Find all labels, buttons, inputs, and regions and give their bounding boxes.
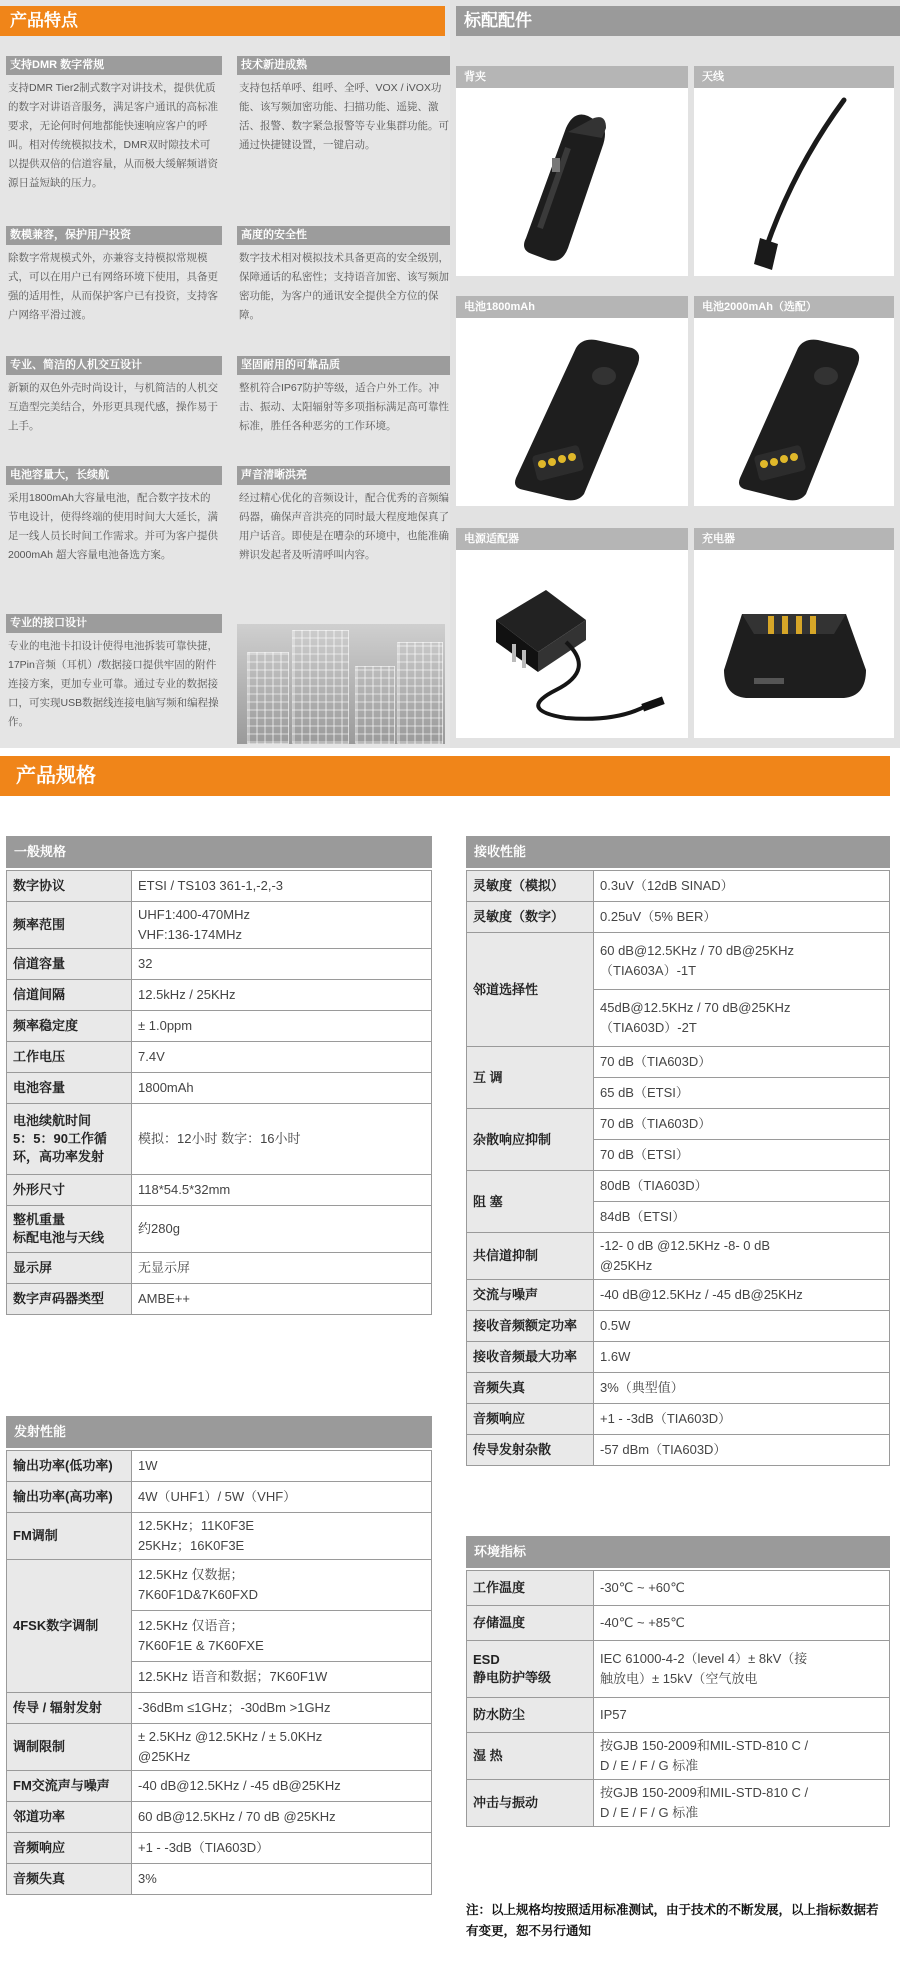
spec-value: -40℃ ~ +85℃ xyxy=(594,1606,890,1641)
spec-label xyxy=(7,1175,132,1206)
accessory-card: 电源适配器 xyxy=(456,528,688,738)
spec-value: 118*54.5*32mm xyxy=(132,1175,432,1206)
spec-label-line: 邻道选择性 xyxy=(473,981,539,997)
accessories-header: 标配配件 xyxy=(456,6,900,36)
spec-label xyxy=(467,1606,594,1641)
spec-row xyxy=(7,1513,432,1560)
spec-value: 0.5W xyxy=(594,1311,890,1342)
spec-value: -12- 0 dB @12.5KHz -8- 0 dB @25KHz xyxy=(594,1233,890,1280)
receive-specs-table xyxy=(466,870,890,1466)
accessory-card: 电池1800mAh xyxy=(456,296,688,506)
spec-label-line: 显示屏 xyxy=(13,1260,53,1275)
spec-row xyxy=(7,1011,432,1042)
spec-row xyxy=(7,980,432,1011)
spec-label xyxy=(467,1404,594,1435)
spec-value: 32 xyxy=(132,949,432,980)
spec-label-line: 湿 热 xyxy=(473,1748,503,1763)
spec-row xyxy=(467,902,890,933)
spec-value: +1 - -3dB（TIA603D） xyxy=(132,1833,432,1864)
spec-row xyxy=(467,1047,890,1078)
spec-row xyxy=(7,1724,432,1771)
spec-row xyxy=(467,1280,890,1311)
spec-value: 0.25uV（5% BER） xyxy=(594,902,890,933)
feature-item: 电池容量大，长续航 采用1800mAh大容量电池，配合数字技术的节电设计，使得终端的使用时间大大延长，满足一线人员长时间工作需求。并可为客户提供2000mAh 超大容量电池备选方案。 xyxy=(6,466,222,565)
spec-label xyxy=(467,1280,594,1311)
spec-label-line: 5：5：90工作循 xyxy=(13,1131,107,1146)
spec-label xyxy=(467,1311,594,1342)
spec-label-line: 接收音频最大功率 xyxy=(473,1349,578,1364)
antenna-icon xyxy=(694,88,894,281)
spec-value: ± 2.5KHz @12.5KHz / ± 5.0KHz @25KHz xyxy=(132,1724,432,1771)
accessory-card: 充电器 xyxy=(694,528,894,738)
spec-label-line: 灵敏度（模拟） xyxy=(473,878,565,893)
spec-label xyxy=(7,1206,132,1253)
spec-label xyxy=(7,1253,132,1284)
environment-specs-title: 环境指标 xyxy=(466,1536,890,1568)
spec-row xyxy=(467,1342,890,1373)
belt-clip-icon xyxy=(456,88,688,281)
spec-row xyxy=(467,1606,890,1641)
transmit-specs-title: 发射性能 xyxy=(6,1416,432,1448)
spec-label-line: 输出功率(高功率) xyxy=(13,1489,113,1504)
spec-row xyxy=(7,1073,432,1104)
spec-label xyxy=(7,1451,132,1482)
spec-value: 无显示屏 xyxy=(132,1253,432,1284)
spec-label xyxy=(7,1042,132,1073)
spec-label xyxy=(7,1864,132,1895)
spec-label-line: 音频失真 xyxy=(473,1380,526,1395)
feature-item: 技术新进成熟 支持包括单呼、组呼、全呼、VOX / iVOX功能、该写频加密功能、扫描功能、遥毙、激活、报警、数字紧急报警等专业集群功能。可通过快捷键设置，一键启动。 xyxy=(237,56,453,155)
spec-row xyxy=(7,1482,432,1513)
accessory-card: 电池2000mAh（选配） xyxy=(694,296,894,506)
spec-value: 4W（UHF1）/ 5W（VHF） xyxy=(132,1482,432,1513)
spec-label-line: 存储温度 xyxy=(473,1615,526,1630)
spec-value: 1800mAh xyxy=(132,1073,432,1104)
spec-label-line: 杂散响应抑制 xyxy=(473,1131,552,1147)
spec-label xyxy=(7,871,132,902)
spec-label-line: 静电防护等级 xyxy=(473,1670,552,1685)
spec-label xyxy=(467,933,594,1047)
spec-row xyxy=(7,1104,432,1175)
spec-label xyxy=(467,1373,594,1404)
spec-label-line: 音频响应 xyxy=(473,1411,526,1426)
spec-value: -36dBm ≤1GHz；-30dBm >1GHz xyxy=(132,1693,432,1724)
spec-label-line: 冲击与振动 xyxy=(473,1795,539,1810)
spec-value: 12.5KHz 语音和数据；7K60F1W xyxy=(132,1662,432,1693)
spec-value: ETSI / TS103 361-1,-2,-3 xyxy=(132,871,432,902)
spec-label-line: 灵敏度（数字） xyxy=(473,909,565,924)
accessory-card: 天线 xyxy=(694,66,894,276)
spec-label-line: 标配电池与天线 xyxy=(13,1230,105,1245)
spec-row xyxy=(467,1698,890,1733)
spec-label-line: 整机重量 xyxy=(13,1212,66,1227)
spec-label-line: 工作电压 xyxy=(13,1049,66,1064)
spec-value: 按GJB 150-2009和MIL-STD-810 C / D / E / F / G 标准 xyxy=(594,1733,890,1780)
spec-label-line: 音频响应 xyxy=(13,1840,66,1855)
spec-label-line: 阻 塞 xyxy=(473,1193,503,1209)
spec-label xyxy=(467,1233,594,1280)
spec-label xyxy=(7,980,132,1011)
spec-label xyxy=(467,1047,594,1109)
specs-header: 产品规格 xyxy=(0,756,890,796)
spec-label-line: FM调制 xyxy=(13,1528,58,1543)
spec-label xyxy=(7,1104,132,1175)
spec-value: 45dB@12.5KHz / 70 dB@25KHz （TIA603D）-2T xyxy=(594,990,890,1047)
spec-label xyxy=(467,1641,594,1698)
spec-row xyxy=(7,1253,432,1284)
spec-row xyxy=(7,1833,432,1864)
spec-value: 70 dB（ETSI） xyxy=(594,1140,890,1171)
spec-label xyxy=(467,1109,594,1171)
battery-icon xyxy=(456,318,688,511)
accessory-card: 背夹 xyxy=(456,66,688,276)
spec-label-line: 共信道抑制 xyxy=(473,1248,539,1263)
spec-label xyxy=(467,1435,594,1466)
spec-label-line: 音频失真 xyxy=(13,1871,66,1886)
spec-row xyxy=(7,1451,432,1482)
feature-item: 数模兼容，保护用户投资 除数字常规模式外，亦兼容支持模拟常规模式，可以在用户已有网络环境下使用，具备更强的适用性，从而保护客户已有投资，支持客户网络平滑过渡。 xyxy=(6,226,222,325)
spec-value: 约280g xyxy=(132,1206,432,1253)
spec-value: 3%（典型值） xyxy=(594,1373,890,1404)
features-header: 产品特点 xyxy=(0,6,445,36)
spec-value: 70 dB（TIA603D） xyxy=(594,1047,890,1078)
feature-item: 声音清晰洪亮 经过精心优化的音频设计，配合优秀的音频编码器，确保声音洪亮的同时最大程度地保真了用户话音。即使是在嘈杂的环境中，也能准确辨识发起者及听清呼叫内容。 xyxy=(237,466,453,565)
feature-item: 专业、简洁的人机交互设计 新颖的双色外壳时尚设计，与机简洁的人机交互造型完美结合，外形更具现代感，操作易于上手。 xyxy=(6,356,222,436)
spec-label xyxy=(467,1171,594,1233)
spec-label-line: 外形尺寸 xyxy=(13,1182,66,1197)
spec-label-line: 交流与噪声 xyxy=(473,1287,539,1302)
spec-label-line: 数字协议 xyxy=(13,878,66,893)
spec-row xyxy=(467,1733,890,1780)
spec-label-line: 调制限制 xyxy=(13,1739,66,1754)
spec-value: 12.5KHz；11K0F3E 25KHz；16K0F3E xyxy=(132,1513,432,1560)
spec-value: 3% xyxy=(132,1864,432,1895)
spec-label xyxy=(7,1073,132,1104)
power-adapter-icon xyxy=(456,550,688,743)
building-photo xyxy=(237,624,445,744)
spec-row xyxy=(7,1864,432,1895)
spec-row xyxy=(7,949,432,980)
spec-label-line: FM交流声与噪声 xyxy=(13,1778,110,1793)
spec-row xyxy=(467,1404,890,1435)
spec-value: 7.4V xyxy=(132,1042,432,1073)
spec-label-line: 传导 / 辐射发射 xyxy=(13,1700,102,1715)
spec-row xyxy=(467,1233,890,1280)
spec-value: 70 dB（TIA603D） xyxy=(594,1109,890,1140)
spec-value: IP57 xyxy=(594,1698,890,1733)
spec-value: 60 dB@12.5KHz / 70 dB @25KHz xyxy=(132,1802,432,1833)
charger-icon xyxy=(694,550,894,743)
spec-label xyxy=(7,1513,132,1560)
spec-row xyxy=(7,1560,432,1611)
spec-value: ± 1.0ppm xyxy=(132,1011,432,1042)
spec-value: 65 dB（ETSI） xyxy=(594,1078,890,1109)
spec-label xyxy=(7,1284,132,1315)
spec-value: 12.5KHz 仅语音； 7K60F1E & 7K60FXE xyxy=(132,1611,432,1662)
spec-value: 0.3uV（12dB SINAD） xyxy=(594,871,890,902)
spec-label-line: 工作温度 xyxy=(473,1580,526,1595)
spec-value: 1.6W xyxy=(594,1342,890,1373)
spec-label xyxy=(467,1733,594,1780)
spec-row xyxy=(7,1206,432,1253)
spec-label-line: 防水防尘 xyxy=(473,1707,526,1722)
feature-item: 高度的安全性 数字技术相对模拟技术具备更高的安全级别，保障通话的私密性；支持语音加密、该写频加密功能，为客户的通讯安全提供全方位的保障。 xyxy=(237,226,453,325)
spec-label xyxy=(7,1724,132,1771)
general-specs-table xyxy=(6,870,432,1315)
spec-label xyxy=(7,1771,132,1802)
spec-row xyxy=(467,1109,890,1140)
spec-value: -30℃ ~ +60℃ xyxy=(594,1571,890,1606)
spec-row xyxy=(467,1373,890,1404)
feature-item: 专业的接口设计 专业的电池卡扣设计使得电池拆装可靠快捷，17Pin音频（耳机）/数据接口提供牢固的附件连接方案，更加专业可靠。通过专业的数据接口，可实现USB数据线连接电脑写频和编程操作。 xyxy=(6,614,222,732)
accessories-section xyxy=(450,0,900,748)
spec-label-line: 频率范围 xyxy=(13,917,66,932)
spec-label-line: 输出功率(低功率) xyxy=(13,1458,113,1473)
spec-value: IEC 61000-4-2（level 4）± 8kV（接 触放电）± 15kV（空气放电 xyxy=(594,1641,890,1698)
spec-value: 模拟：12小时 数字：16小时 xyxy=(132,1104,432,1175)
spec-label xyxy=(7,1833,132,1864)
spec-label-line: 传导发射杂散 xyxy=(473,1442,552,1457)
spec-label-line: 邻道功率 xyxy=(13,1809,66,1824)
spec-label-line: 信道间隔 xyxy=(13,987,66,1002)
spec-row xyxy=(467,1571,890,1606)
spec-label-line: 频率稳定度 xyxy=(13,1018,79,1033)
spec-label xyxy=(467,1571,594,1606)
spec-label xyxy=(7,1693,132,1724)
spec-row xyxy=(467,871,890,902)
spec-label xyxy=(7,1482,132,1513)
spec-value: 12.5KHz 仅数据； 7K60F1D&7K60FXD xyxy=(132,1560,432,1611)
spec-label-line: 数字声码器类型 xyxy=(13,1291,105,1306)
spec-value: 按GJB 150-2009和MIL-STD-810 C / D / E / F / G 标准 xyxy=(594,1780,890,1827)
spec-label xyxy=(467,871,594,902)
spec-label-line: ESD xyxy=(473,1652,500,1667)
spec-label xyxy=(467,1698,594,1733)
spec-row xyxy=(467,933,890,990)
spec-label xyxy=(7,1011,132,1042)
spec-value: AMBE++ xyxy=(132,1284,432,1315)
spec-label-line: 环，高功率发射 xyxy=(13,1149,105,1164)
spec-value: UHF1:400-470MHz VHF:136-174MHz xyxy=(132,902,432,949)
spec-row xyxy=(467,1435,890,1466)
spec-value: -40 dB@12.5KHz / -45 dB@25KHz xyxy=(132,1771,432,1802)
spec-label-line: 信道容量 xyxy=(13,956,66,971)
spec-row xyxy=(7,1042,432,1073)
transmit-specs-table xyxy=(6,1450,432,1895)
spec-row xyxy=(467,1780,890,1827)
battery-icon xyxy=(694,318,894,511)
spec-row xyxy=(7,871,432,902)
spec-value: -57 dBm（TIA603D） xyxy=(594,1435,890,1466)
spec-value: 84dB（ETSI） xyxy=(594,1202,890,1233)
spec-row xyxy=(7,1284,432,1315)
spec-value: +1 - -3dB（TIA603D） xyxy=(594,1404,890,1435)
spec-value: 1W xyxy=(132,1451,432,1482)
spec-value: 60 dB@12.5KHz / 70 dB@25KHz （TIA603A）-1T xyxy=(594,933,890,990)
spec-label xyxy=(467,902,594,933)
environment-specs-table xyxy=(466,1570,890,1827)
spec-label-line: 电池容量 xyxy=(13,1080,66,1095)
spec-row xyxy=(7,1175,432,1206)
spec-row xyxy=(7,902,432,949)
spec-row xyxy=(467,1171,890,1202)
spec-label xyxy=(467,1780,594,1827)
spec-label-line: 4FSK数字调制 xyxy=(13,1618,99,1633)
spec-value: 12.5kHz / 25KHz xyxy=(132,980,432,1011)
spec-value: 80dB（TIA603D） xyxy=(594,1171,890,1202)
spec-label xyxy=(7,949,132,980)
spec-label xyxy=(7,902,132,949)
spec-row xyxy=(7,1802,432,1833)
spec-label xyxy=(467,1342,594,1373)
spec-row xyxy=(7,1693,432,1724)
spec-row xyxy=(467,1641,890,1698)
spec-value: -40 dB@12.5KHz / -45 dB@25KHz xyxy=(594,1280,890,1311)
spec-label-line: 接收音频额定功率 xyxy=(473,1318,578,1333)
spec-label-line: 互 调 xyxy=(473,1069,503,1085)
general-specs-title: 一般规格 xyxy=(6,836,432,868)
feature-item: 坚固耐用的可靠品质 整机符合IP67防护等级，适合户外工作。冲击、振动、太阳辐射等多项指标满足高可靠性标准，胜任各种恶劣的工作环境。 xyxy=(237,356,453,436)
features-section xyxy=(0,0,450,748)
feature-item: 支持DMR 数字常规 支持DMR Tier2制式数字对讲技术，提供优质的数字对讲语音服务，满足客户通讯的高标准要求，无论何时何地都能快速响应客户的呼叫。相对传统模拟技术，DMR双时隙技术可以提供双倍的信道容量，从而极大缓解频谱资源日益短缺的压力。 xyxy=(6,56,222,193)
spec-note: 注：以上规格均按照适用标准测试，由于技术的不断发展，以上指标数据若有变更，恕不另行通知 xyxy=(466,1903,879,1938)
receive-specs-title: 接收性能 xyxy=(466,836,890,868)
spec-label xyxy=(7,1802,132,1833)
spec-label xyxy=(7,1560,132,1693)
spec-row xyxy=(467,1311,890,1342)
spec-label-line: 电池续航时间 xyxy=(13,1113,92,1128)
spec-row xyxy=(7,1771,432,1802)
